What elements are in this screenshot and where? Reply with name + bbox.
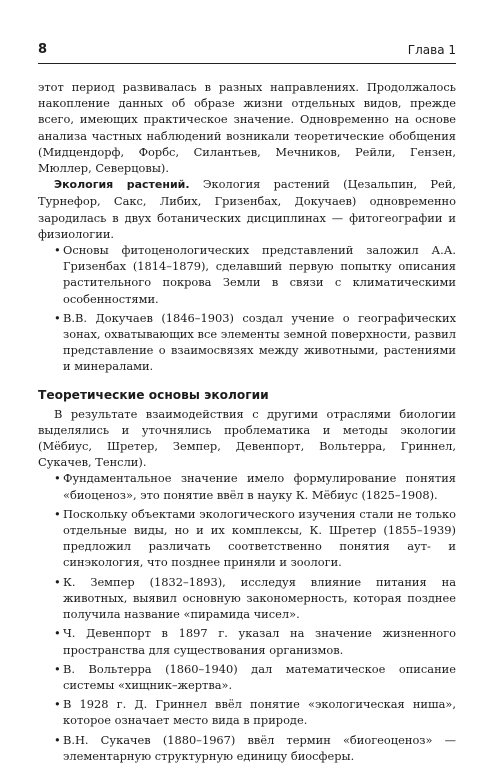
list-item: • Поскольку объектами экологического изучения стали не только отдельные виды, но и их комплексы, К. Шретер (1855–1939) предложил различать соответственно понятия аут- и синэкология, что позднее приняли и зоологи. <box>63 506 456 571</box>
plant-ecology-list <box>38 242 456 375</box>
plant-ecology-run-in-heading: Экология растений. <box>54 178 190 192</box>
page-body <box>38 79 456 764</box>
theory-intro-paragraph: В результате взаимодействия с другими отраслями биологии выделялись и уточнялись проблематика и методы экологии (Мёбиус, Шретер, Земпер, Девенпорт, Вольтерра, Гриннел, Сукачев, Тенсли). <box>38 406 456 470</box>
list-item: • В 1928 г. Д. Гриннел ввёл понятие «экологическая ниша», которое означает место вида в природе. <box>63 696 456 728</box>
list-item: • В. Вольтерра (1860–1940) дал математическое описание системы «хищник–жертва». <box>63 661 456 693</box>
header-rule <box>38 63 456 64</box>
list-item: • Ч. Девенпорт в 1897 г. указал на значение жизненного пространства для существования организмов. <box>63 625 456 657</box>
plant-ecology-paragraph <box>38 176 456 242</box>
intro-paragraph: этот период развивалась в разных направлениях. Продолжалось накопление данных об образе жизни отдельных видов, прежде всего, имеющих практическое значение. Одновременно на основе анализа частных наблюдений возникали теоретические обобщения (Мидцендорф, Форбс, Силантьев, Мечников, Рейли, Гензен, Мюллер, Северцовы). <box>38 80 456 176</box>
theory-list <box>38 470 456 763</box>
list-item: • К. Земпер (1832–1893), исследуя влияние питания на животных, выявил основную закономерность, которая позднее получила название «пирамида чисел». <box>63 574 456 623</box>
section-heading: Теоретические основы экологии <box>38 387 269 402</box>
list-item: • Фундаментальное значение имело формулирование понятия «биоценоз», это понятие ввёл в науку К. Мёбиус (1825–1908). <box>63 470 456 502</box>
page-number: 8 <box>38 42 48 57</box>
chapter-title: Глава 1 <box>407 43 456 57</box>
running-header <box>38 42 456 60</box>
list-item: • В.Н. Сукачев (1880–1967) ввёл термин «биогеоценоз» — элементарную структурную единицу биосферы. <box>63 732 456 764</box>
list-item: • Основы фитоценологических представлений заложил А.А. Гризенбах (1814–1879), сделавший первую попытку описания растительного покрова Земли в связи с климатическими особенностями. <box>63 242 456 307</box>
plant-ecology-text: Экология растений (Цезальпин, Рей, Турнефор, Сакс, Либих, Гризенбах, Докучаев) одновременно зародилась в двух ботанических дисциплинах — фитогеографии и физиологии. <box>38 177 457 241</box>
list-item: • В.В. Докучаев (1846–1903) создал учение о географических зонах, охватывающих все элементы земной поверхности, развил представление о взаимосвязях между животными, растениями и минералами. <box>63 310 456 375</box>
